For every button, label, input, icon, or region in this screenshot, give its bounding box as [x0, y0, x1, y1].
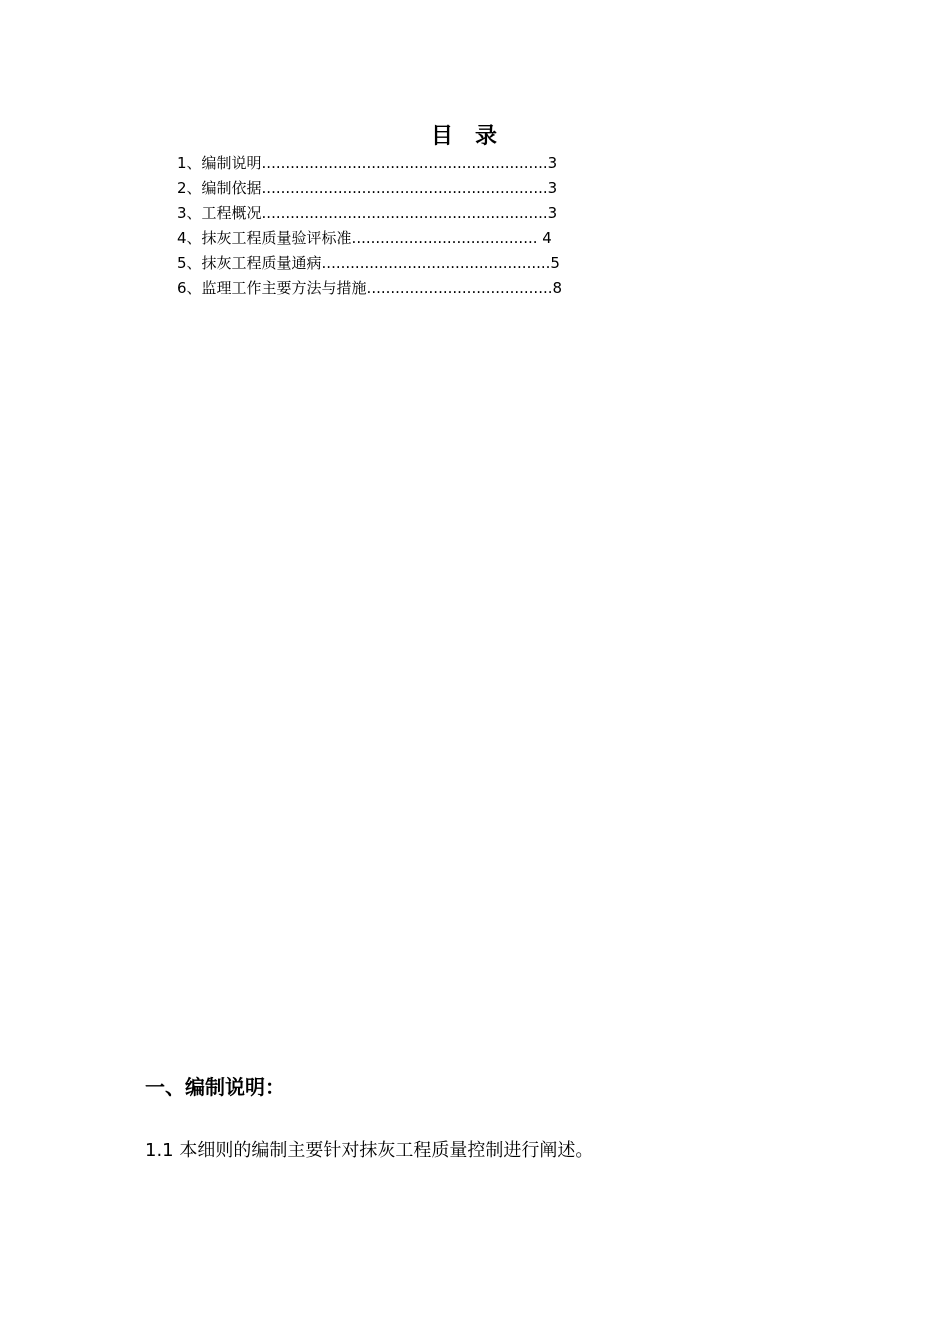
table-of-contents — [177, 151, 562, 301]
toc-title: 目录 — [430, 124, 519, 149]
toc-item[interactable]: 2、编制依据............................................................3 — [177, 179, 558, 197]
toc-item[interactable]: 3、工程概况............................................................3 — [177, 204, 558, 222]
toc-item[interactable]: 4、抹灰工程质量验评标准....................................... 4 — [177, 229, 552, 247]
toc-item[interactable]: 5、抹灰工程质量通病................................................5 — [177, 254, 560, 272]
body-paragraph: 1.1 本细则的编制主要针对抹灰工程质量控制进行阐述。 — [145, 1140, 594, 1161]
toc-item[interactable]: 1、编制说明............................................................3 — [177, 154, 558, 172]
section-heading: 一、编制说明： — [145, 1075, 285, 1099]
toc-item[interactable]: 6、监理工作主要方法与措施.......................................8 — [177, 279, 563, 297]
